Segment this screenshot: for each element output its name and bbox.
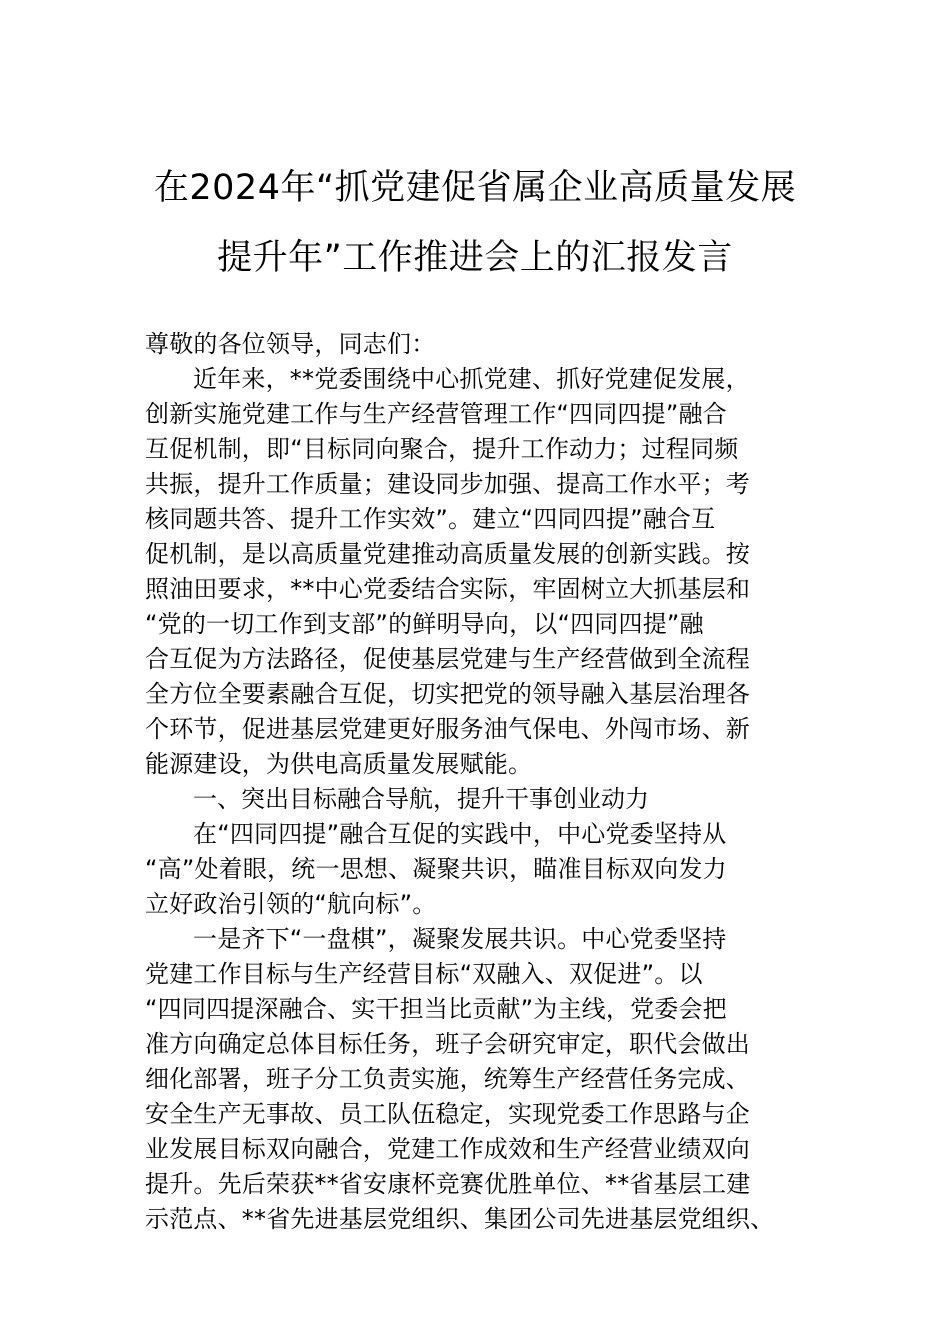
paragraph-line: 共振，提升工作质量；建设同步加强、提高工作水平；考 [145,470,750,498]
paragraph-line: 细化部署，班子分工负责实施，统筹生产经营任务完成、 [145,1065,750,1093]
document-title-line-2: 提升年”工作推进会上的汇报发言 [217,238,733,278]
document-title-line-1: 在2024年“抓党建促省属企业高质量发展 [153,168,797,208]
paragraph-line: 示范点、**省先进基层党组织、集团公司先进基层党组织、 [145,1205,775,1233]
salutation: 尊敬的各位领导，同志们： [145,330,436,358]
paragraph-line: 业发展目标双向融合，党建工作成效和生产经营业绩双向 [145,1135,750,1163]
paragraph-line: 合互促为方法路径，促使基层党建与生产经营做到全流程 [145,645,750,673]
section-heading: 一、突出目标融合导航，提升干事创业动力 [193,785,649,813]
paragraph-line: 照油田要求，**中心党委结合实际，牢固树立大抓基层和 [145,575,751,603]
paragraph-line: 一是齐下“一盘棋”，凝聚发展共识。中心党委坚持 [193,925,727,953]
paragraph-line: 在“四同四提”融合互促的实践中，中心党委坚持从 [193,820,727,848]
paragraph-line: 个环节，促进基层党建更好服务油气保电、外闯市场、新 [145,715,750,743]
paragraph-line: 安全生产无事故、员工队伍稳定，实现党委工作思路与企 [145,1100,750,1128]
paragraph-line: “党的一切工作到支部”的鲜明导向，以“四同四提”融 [145,610,704,638]
paragraph-line: 促机制，是以高质量党建推动高质量发展的创新实践。按 [145,540,750,568]
paragraph-line: 党建工作目标与生产经营目标“双融入、双促进”。以 [145,960,703,988]
paragraph-line: 能源建设，为供电高质量发展赋能。 [145,750,533,778]
paragraph-line: 核同题共答、提升工作实效”。建立“四同四提”融合互 [145,505,716,533]
paragraph-line: 全方位全要素融合互促，切实把党的领导融入基层治理各 [145,680,750,708]
paragraph-line: “四同四提深融合、实干担当比贡献”为主线，党委会把 [145,995,727,1023]
paragraph-line: 准方向确定总体目标任务，班子会研究审定，职代会做出 [145,1030,750,1058]
paragraph-line: 提升。先后荣获**省安康杯竞赛优胜单位、**省基层工建 [145,1170,751,1198]
paragraph-line: 近年来，**党委围绕中心抓党建、抓好党建促发展， [193,365,750,393]
paragraph-line: 立好政治引领的“航向标”。 [145,890,437,918]
paragraph-line: “高”处着眼，统一思想、凝聚共识，瞄准目标双向发力 [145,855,727,883]
paragraph-line: 创新实施党建工作与生产经营管理工作“四同四提”融合 [145,400,727,428]
paragraph-line: 互促机制，即“目标同向聚合，提升工作动力；过程同频 [145,435,739,463]
